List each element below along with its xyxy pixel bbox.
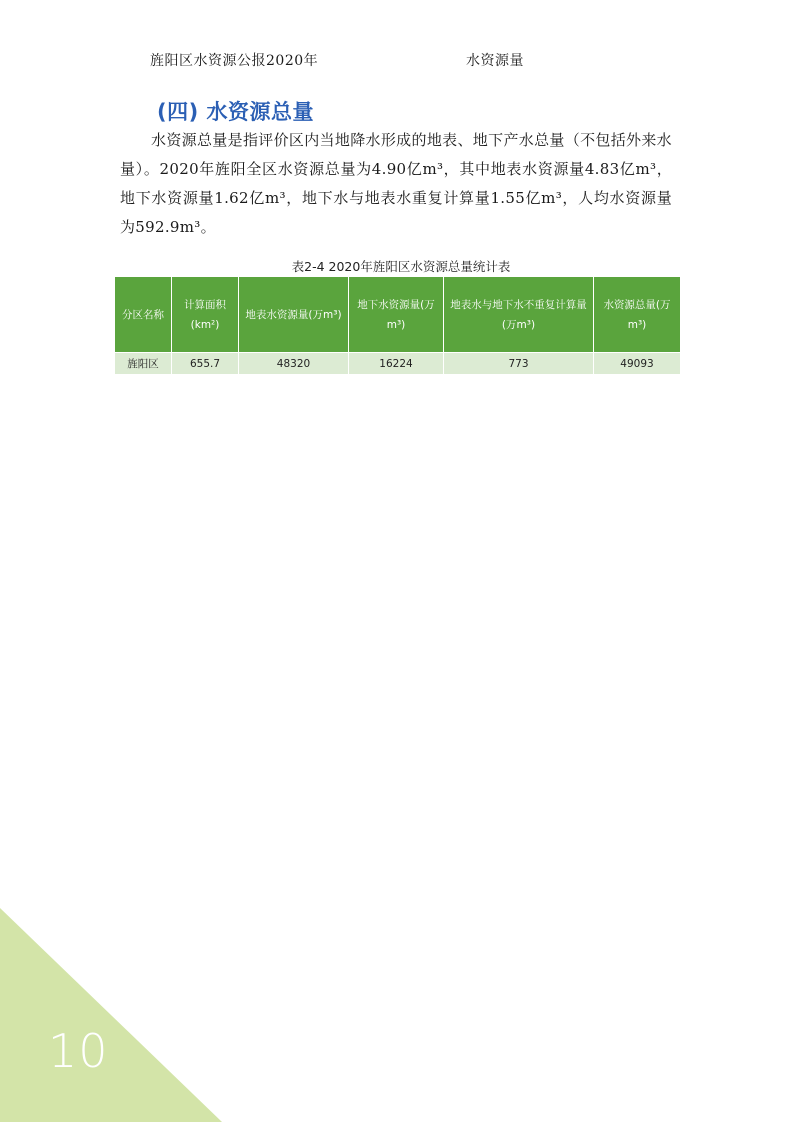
body-text (120, 126, 672, 242)
corner-decoration (0, 908, 222, 1122)
table-header-row (115, 277, 681, 353)
header-cell-groundwater: 地下水资源量(万m³) (349, 277, 444, 353)
header-cell-surface-water: 地表水资源量(万m³) (239, 277, 349, 353)
cell-surface-water: 48320 (239, 353, 349, 375)
header-chapter-title: 水资源量 (466, 53, 524, 69)
header-cell-region: 分区名称 (115, 277, 172, 353)
header-cell-total: 水资源总量(万m³) (594, 277, 681, 353)
table-caption: 表2-4 2020年旌阳区水资源总量统计表 (291, 259, 511, 274)
table-row (115, 353, 681, 375)
cell-non-duplicated: 773 (444, 353, 594, 375)
cell-total: 49093 (594, 353, 681, 375)
body-paragraph: 水资源总量是指评价区内当地降水形成的地表、地下产水总量（不包括外来水量）。2020年旌阳全区水资源总量为4.90亿m³，其中地表水资源量4.83亿m³，地下水资源量1.62亿m³，地下水与地表水重复计算量1.55亿m³，人均水资源量为592.9m³。 (120, 131, 672, 236)
cell-groundwater: 16224 (349, 353, 444, 375)
header-cell-area: 计算面积(km²) (172, 277, 239, 353)
water-resources-table (114, 276, 681, 375)
cell-area: 655.7 (172, 353, 239, 375)
page-header (150, 50, 650, 72)
page-number: 10 (48, 1024, 109, 1078)
cell-region: 旌阳区 (115, 353, 172, 375)
header-cell-non-duplicated: 地表水与地下水不重复计算量(万m³) (444, 277, 594, 353)
section-title: (四) 水资源总量 (157, 100, 315, 124)
header-report-title: 旌阳区水资源公报2020年 (150, 53, 319, 69)
